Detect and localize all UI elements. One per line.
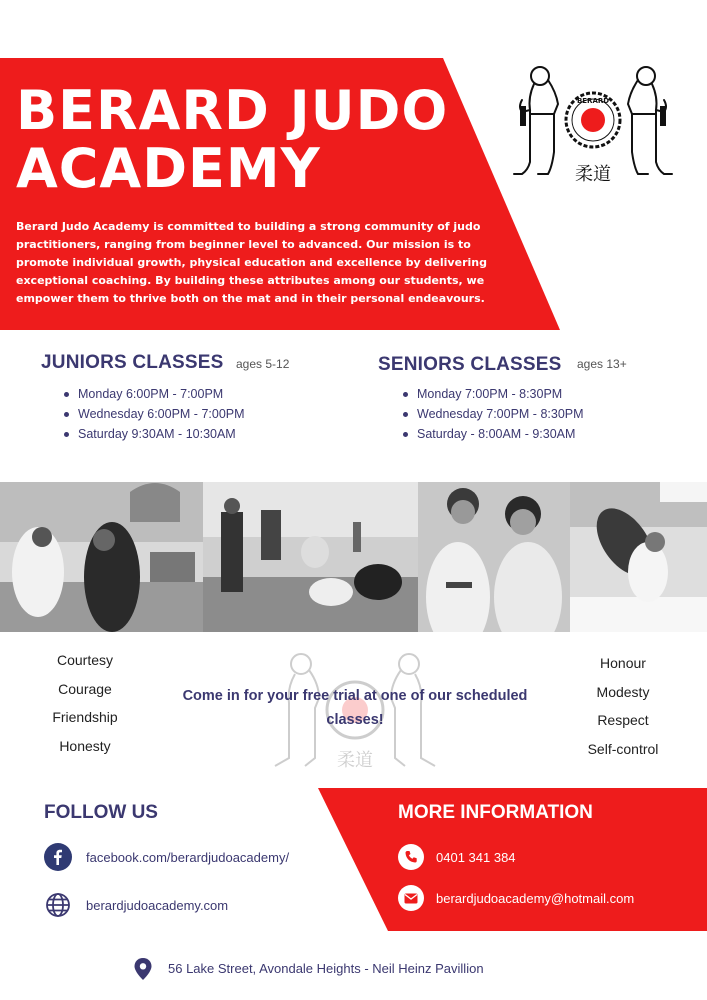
page-title	[16, 79, 476, 200]
list-item: Wednesday 7:00PM - 8:30PM	[399, 404, 584, 424]
juniors-schedule	[60, 384, 245, 444]
location-pin-icon	[134, 958, 152, 984]
mission-statement: Berard Judo Academy is committed to building a strong community of judo practitioners, ranging from beginner level to advanced. Our mission is to promote individual growth, physical education and excellence by delivering exceptional coaching. By building these attributes among our students, we empower them to thrive both on the mat and in their personal endeavours.	[16, 220, 487, 305]
value-courage: Courage	[58, 681, 112, 697]
list-item: Saturday 9:30AM - 10:30AM	[60, 424, 245, 444]
address: 56 Lake Street, Avondale Heights - Neil Heinz Pavillion	[168, 961, 484, 976]
juniors-ages: ages 5-12	[236, 357, 290, 371]
photo-bowing	[0, 482, 203, 632]
seniors-schedule	[399, 384, 584, 444]
value-honesty: Honesty	[59, 738, 111, 754]
facebook-icon	[44, 843, 72, 871]
facebook-url[interactable]: facebook.com/berardjudoacademy/	[86, 849, 290, 865]
list-item: Wednesday 6:00PM - 7:00PM	[60, 404, 245, 424]
phone-icon	[398, 844, 424, 870]
value-honour: Honour	[600, 655, 646, 671]
value-courtesy: Courtesy	[56, 652, 114, 668]
email-address[interactable]: berardjudoacademy@hotmail.com	[436, 890, 635, 906]
list-item: Saturday - 8:00AM - 9:30AM	[399, 424, 584, 444]
website-url[interactable]: berardjudoacademy.com	[86, 897, 229, 913]
photo-strip	[0, 482, 707, 632]
list-item: Monday 6:00PM - 7:00PM	[60, 384, 245, 404]
list-item: Monday 7:00PM - 8:30PM	[399, 384, 584, 404]
email-contact[interactable]	[398, 885, 634, 911]
photo-throw	[570, 482, 707, 632]
photo-students	[418, 482, 570, 632]
seniors-ages: ages 13+	[577, 357, 627, 371]
more-info-heading: MORE INFORMATION	[398, 802, 593, 823]
phone-number[interactable]: 0401 341 384	[436, 849, 516, 865]
title-line-2: ACADEMY	[16, 137, 321, 200]
value-respect: Respect	[597, 712, 649, 728]
globe-icon	[44, 891, 72, 919]
juniors-heading: JUNIORS CLASSES	[41, 352, 224, 373]
photo-training	[203, 482, 418, 632]
phone-contact[interactable]	[398, 844, 516, 870]
value-self-control: Self-control	[587, 741, 659, 757]
logo-kanji: 柔道	[575, 164, 611, 185]
mail-icon	[398, 885, 424, 911]
follow-us-heading: FOLLOW US	[44, 802, 158, 823]
seniors-heading: SENIORS CLASSES	[378, 354, 562, 375]
value-modesty: Modesty	[596, 684, 650, 700]
logo-text: BERARD	[576, 97, 610, 105]
faded-logo-kanji: 柔道	[337, 750, 373, 771]
academy-logo	[508, 62, 678, 187]
website-link[interactable]	[44, 891, 228, 919]
free-trial-callout: Come in for your free trial at one of our scheduled classes!	[182, 688, 528, 728]
title-line-1: BERARD JUDO	[16, 79, 449, 142]
value-friendship: Friendship	[52, 709, 118, 725]
facebook-link[interactable]	[44, 843, 289, 871]
